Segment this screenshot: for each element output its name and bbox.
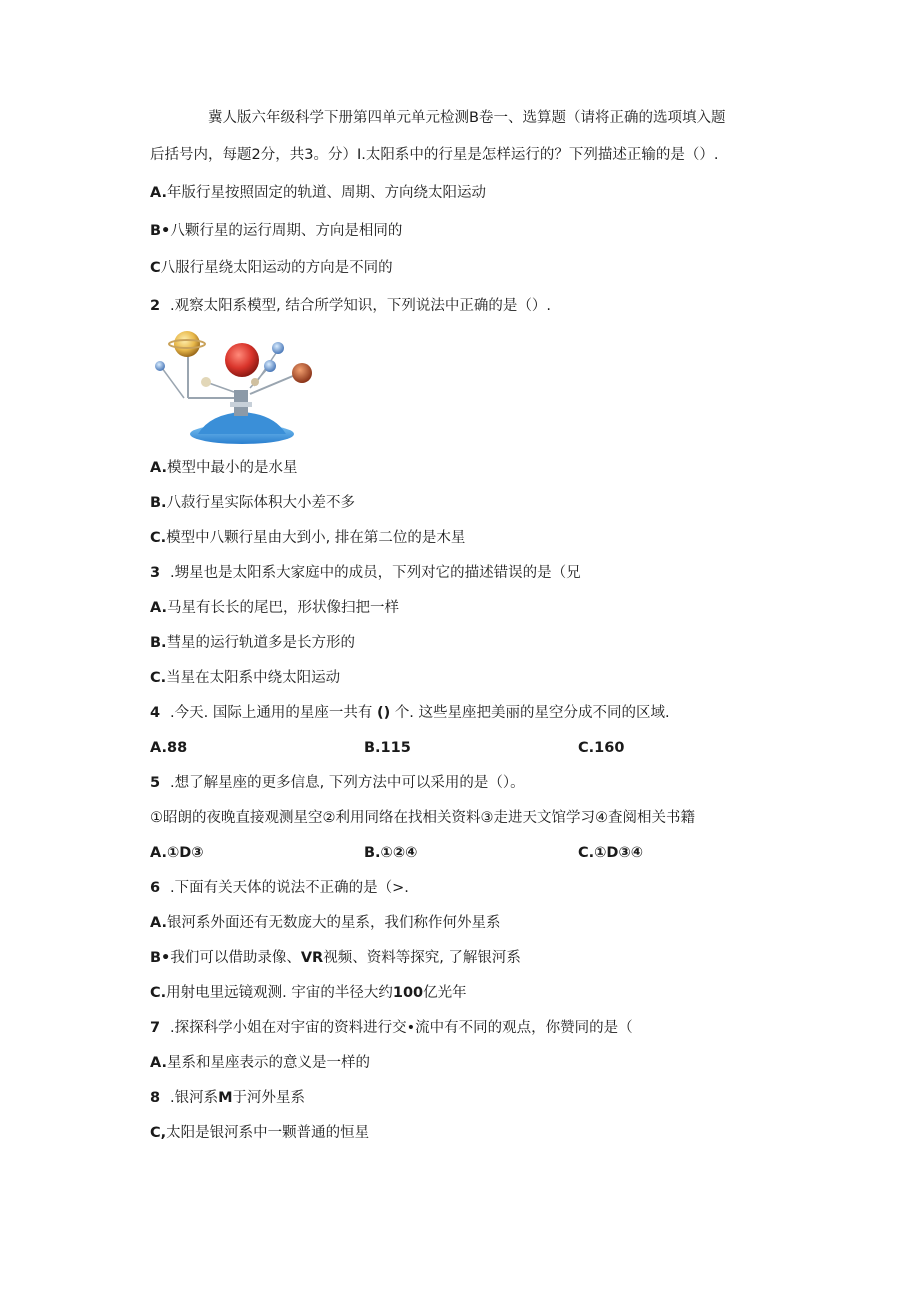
q1-option-c: C八服行星绕太阳运动的方向是不同的	[150, 260, 393, 276]
q2-option-c: C.模型中八颗行星由大到小, 排在第二位的是木星	[150, 530, 466, 546]
q5-options-list: ①昭朗的夜晚直接观测星空②利用同络在找相关资料③走进天文馆学习④査阅相关书籍	[150, 810, 695, 826]
q5-option-b: B.①②④	[364, 845, 418, 861]
solar-system-model-image	[150, 328, 330, 448]
q8-option-c: C,太阳是银河系中一颗普通的恒星	[150, 1125, 370, 1141]
q1-option-a: A.年版行星按照固定的轨道、周期、方向绕太阳运动	[150, 185, 486, 201]
q3-option-a: A.马星有长长的尾巴，形状像扫把一样	[150, 600, 399, 616]
q7-option-a: A.星系和星座表示的意义是一样的	[150, 1055, 370, 1071]
q7-stem: 7 .探探科学小姐在对宇宙的资料进行交•流中有不同的观点，你赞同的是（	[150, 1020, 633, 1036]
q1-option-b: B•八颗行星的运行周期、方向是相同的	[150, 223, 403, 239]
solar-system-model-icon	[150, 328, 330, 448]
q4-option-c: C.160	[578, 740, 625, 756]
q5-option-c: C.①D③④	[578, 845, 644, 861]
q6-option-a: A.银河系外面还有无数庞大的星系，我们称作何外星系	[150, 915, 501, 931]
q3-option-c: C.当星在太阳系中绕太阳运动	[150, 670, 341, 686]
q8-line: 8 .银河系M于河外星系	[150, 1090, 306, 1106]
q6-option-b: B•我们可以借助录像、VR视频、资料等探究, 了解银河系	[150, 950, 521, 966]
q6-option-c: C.用射电里远镜观测. 宇宙的半径大约100亿光年	[150, 985, 467, 1001]
q4-stem: 4 .今天. 国际上通用的星座一共有 () 个. 这些星座把美丽的星空分成不同的区域.	[150, 705, 670, 721]
intro-line-1: 冀人版六年级科学下册第四单元单元检测B卷一、选算题（请将正确的选项填入题	[208, 110, 726, 126]
q6-stem: 6 .下面有关天体的说法不正确的是（>.	[150, 880, 409, 896]
q3-stem: 3 .甥星也是太阳系大家庭中的成员，下列对它的描述错误的是（兄	[150, 565, 581, 581]
q2-stem: 2 .观察太阳系模型, 结合所学知识，下列说法中正确的是（）.	[150, 298, 551, 314]
q2-option-a: A.模型中最小的是水星	[150, 460, 298, 476]
q4-option-b: B.115	[364, 740, 411, 756]
q3-option-b: B.彗星的运行轨道多是长方形的	[150, 635, 356, 651]
q5-stem: 5 .想了解星座的更多信息, 下列方法中可以采用的是（）。	[150, 775, 525, 791]
q2-option-b: B.八菽行星实际体积大小差不多	[150, 495, 356, 511]
q4-option-a: A.88	[150, 740, 188, 756]
intro-line-2: 后括号内，每题2分，共3。分）I.太阳系中的行星是怎样运行的？下列描述正输的是（）.	[150, 147, 719, 163]
q5-option-a: A.①D③	[150, 845, 204, 861]
